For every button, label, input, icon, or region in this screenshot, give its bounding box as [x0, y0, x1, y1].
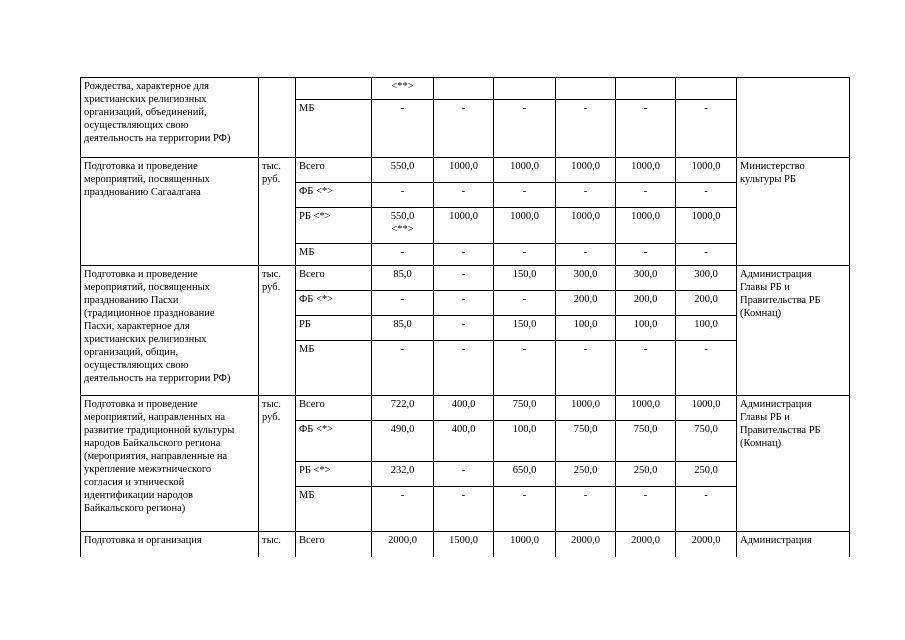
amount-cell — [616, 78, 676, 100]
funding-source-cell: РБ — [296, 316, 372, 341]
amount-cell: <**> — [372, 78, 434, 100]
amount-cell: 1500,0 — [434, 532, 494, 557]
table-row — [81, 532, 850, 557]
amount-cell: 232,0 — [372, 462, 434, 487]
executor-cell: Администрация Главы РБ и Правительства РБ (Комнац) — [737, 266, 850, 396]
amount-cell: 1000,0 — [556, 396, 616, 421]
amount-cell: 1000,0 — [676, 396, 737, 421]
executor-cell: Министерство культуры РБ — [737, 158, 850, 266]
amount-cell: 750,0 — [676, 421, 737, 462]
executor-cell: Администрация — [737, 532, 850, 557]
program-activities-table — [80, 77, 850, 557]
activity-name-cell: Рождества, характерное для христианских религиозных организаций, объединений, осуществляющих свою деятельность на территории РФ) — [81, 78, 259, 158]
amount-cell: 1000,0 — [434, 208, 494, 244]
funding-source-cell: МБ — [296, 341, 372, 396]
funding-source-cell: Всего — [296, 396, 372, 421]
amount-cell: - — [676, 487, 737, 532]
amount-cell: 750,0 — [616, 421, 676, 462]
amount-cell: - — [556, 183, 616, 208]
amount-cell: - — [372, 341, 434, 396]
amount-cell: 85,0 — [372, 316, 434, 341]
amount-cell: 200,0 — [616, 291, 676, 316]
amount-cell: - — [434, 291, 494, 316]
amount-cell: - — [494, 244, 556, 266]
amount-cell: 100,0 — [676, 316, 737, 341]
amount-cell: - — [676, 244, 737, 266]
amount-cell: - — [434, 316, 494, 341]
amount-cell: - — [676, 341, 737, 396]
amount-cell: 85,0 — [372, 266, 434, 291]
amount-cell: 550,0 <**> — [372, 208, 434, 244]
amount-cell: - — [494, 487, 556, 532]
amount-cell: 100,0 — [494, 421, 556, 462]
amount-cell: - — [372, 100, 434, 158]
amount-cell: 250,0 — [616, 462, 676, 487]
activity-name-cell: Подготовка и организация — [81, 532, 259, 557]
amount-cell: 550,0 — [372, 158, 434, 183]
amount-cell: 750,0 — [556, 421, 616, 462]
amount-cell: 2000,0 — [372, 532, 434, 557]
funding-source-cell — [296, 78, 372, 100]
amount-cell: 100,0 — [616, 316, 676, 341]
table-body — [81, 78, 850, 557]
amount-cell — [676, 78, 737, 100]
amount-cell: 1000,0 — [494, 158, 556, 183]
amount-cell: 300,0 — [616, 266, 676, 291]
unit-cell: тыс. руб. — [259, 396, 296, 532]
amount-cell: 400,0 — [434, 396, 494, 421]
amount-cell: - — [434, 462, 494, 487]
amount-cell: 722,0 — [372, 396, 434, 421]
funding-source-cell: МБ — [296, 100, 372, 158]
funding-source-cell: РБ <*> — [296, 208, 372, 244]
amount-cell: 1000,0 — [616, 396, 676, 421]
funding-source-cell: МБ — [296, 244, 372, 266]
funding-source-cell: ФБ <*> — [296, 421, 372, 462]
amount-cell: - — [372, 291, 434, 316]
funding-source-cell: Всего — [296, 158, 372, 183]
amount-cell: - — [616, 183, 676, 208]
amount-cell: - — [434, 183, 494, 208]
amount-cell: 200,0 — [676, 291, 737, 316]
amount-cell: - — [372, 183, 434, 208]
amount-cell: 2000,0 — [616, 532, 676, 557]
amount-cell: 1000,0 — [616, 158, 676, 183]
amount-cell: 1000,0 — [434, 158, 494, 183]
funding-source-cell: ФБ <*> — [296, 183, 372, 208]
amount-cell: - — [676, 100, 737, 158]
amount-cell: - — [434, 100, 494, 158]
amount-cell: 400,0 — [434, 421, 494, 462]
amount-cell: 150,0 — [494, 316, 556, 341]
amount-cell: - — [556, 100, 616, 158]
amount-cell: 1000,0 — [494, 532, 556, 557]
activity-name-cell: Подготовка и проведение мероприятий, направленных на развитие традиционной культуры народов Байкальского региона (мероприятия, направленные на укрепление межэтнического согласия и этнической идентификации народов Байкальского региона) — [81, 396, 259, 532]
unit-cell: тыс. руб. — [259, 266, 296, 396]
amount-cell: 150,0 — [494, 266, 556, 291]
executor-cell — [737, 78, 850, 158]
amount-cell: 490,0 — [372, 421, 434, 462]
amount-cell — [494, 78, 556, 100]
amount-cell: - — [616, 341, 676, 396]
amount-cell: 250,0 — [556, 462, 616, 487]
amount-cell: - — [556, 487, 616, 532]
amount-cell: - — [434, 244, 494, 266]
amount-cell: 300,0 — [676, 266, 737, 291]
amount-cell: 250,0 — [676, 462, 737, 487]
amount-cell: - — [434, 266, 494, 291]
activity-name-cell: Подготовка и проведение мероприятий, посвященных празднованию Сагаалгана — [81, 158, 259, 266]
amount-cell: - — [556, 244, 616, 266]
amount-cell: - — [494, 100, 556, 158]
amount-cell: 2000,0 — [556, 532, 616, 557]
amount-cell: 650,0 — [494, 462, 556, 487]
amount-cell: 1000,0 — [556, 208, 616, 244]
amount-cell: - — [616, 487, 676, 532]
amount-cell: - — [372, 487, 434, 532]
amount-cell: - — [616, 244, 676, 266]
funding-source-cell: ФБ <*> — [296, 291, 372, 316]
table-row — [81, 266, 850, 291]
amount-cell: 200,0 — [556, 291, 616, 316]
amount-cell: 1000,0 — [494, 208, 556, 244]
amount-cell: 1000,0 — [676, 158, 737, 183]
funding-source-cell: РБ <*> — [296, 462, 372, 487]
amount-cell: 2000,0 — [676, 532, 737, 557]
amount-cell: 100,0 — [556, 316, 616, 341]
funding-source-cell: Всего — [296, 532, 372, 557]
amount-cell: 1000,0 — [556, 158, 616, 183]
table-row — [81, 78, 850, 100]
amount-cell — [434, 78, 494, 100]
amount-cell: - — [434, 341, 494, 396]
amount-cell: - — [434, 487, 494, 532]
amount-cell: 1000,0 — [676, 208, 737, 244]
table-row — [81, 158, 850, 183]
unit-cell — [259, 78, 296, 158]
amount-cell: - — [372, 244, 434, 266]
amount-cell: - — [494, 291, 556, 316]
amount-cell: 750,0 — [494, 396, 556, 421]
activity-name-cell: Подготовка и проведение мероприятий, посвященных празднованию Пасхи (традиционное празднование Пасхи, характерное для христианских религиозных организаций, общин, осуществляющих свою деятельность на территории РФ) — [81, 266, 259, 396]
amount-cell: - — [616, 100, 676, 158]
amount-cell: 1000,0 — [616, 208, 676, 244]
amount-cell: - — [556, 341, 616, 396]
unit-cell: тыс. руб. — [259, 158, 296, 266]
funding-source-cell: Всего — [296, 266, 372, 291]
unit-cell: тыс. — [259, 532, 296, 557]
amount-cell — [556, 78, 616, 100]
amount-cell: - — [676, 183, 737, 208]
executor-cell: Администрация Главы РБ и Правительства РБ (Комнац) — [737, 396, 850, 532]
amount-cell: 300,0 — [556, 266, 616, 291]
funding-source-cell: МБ — [296, 487, 372, 532]
table-row — [81, 396, 850, 421]
amount-cell: - — [494, 341, 556, 396]
amount-cell: - — [494, 183, 556, 208]
